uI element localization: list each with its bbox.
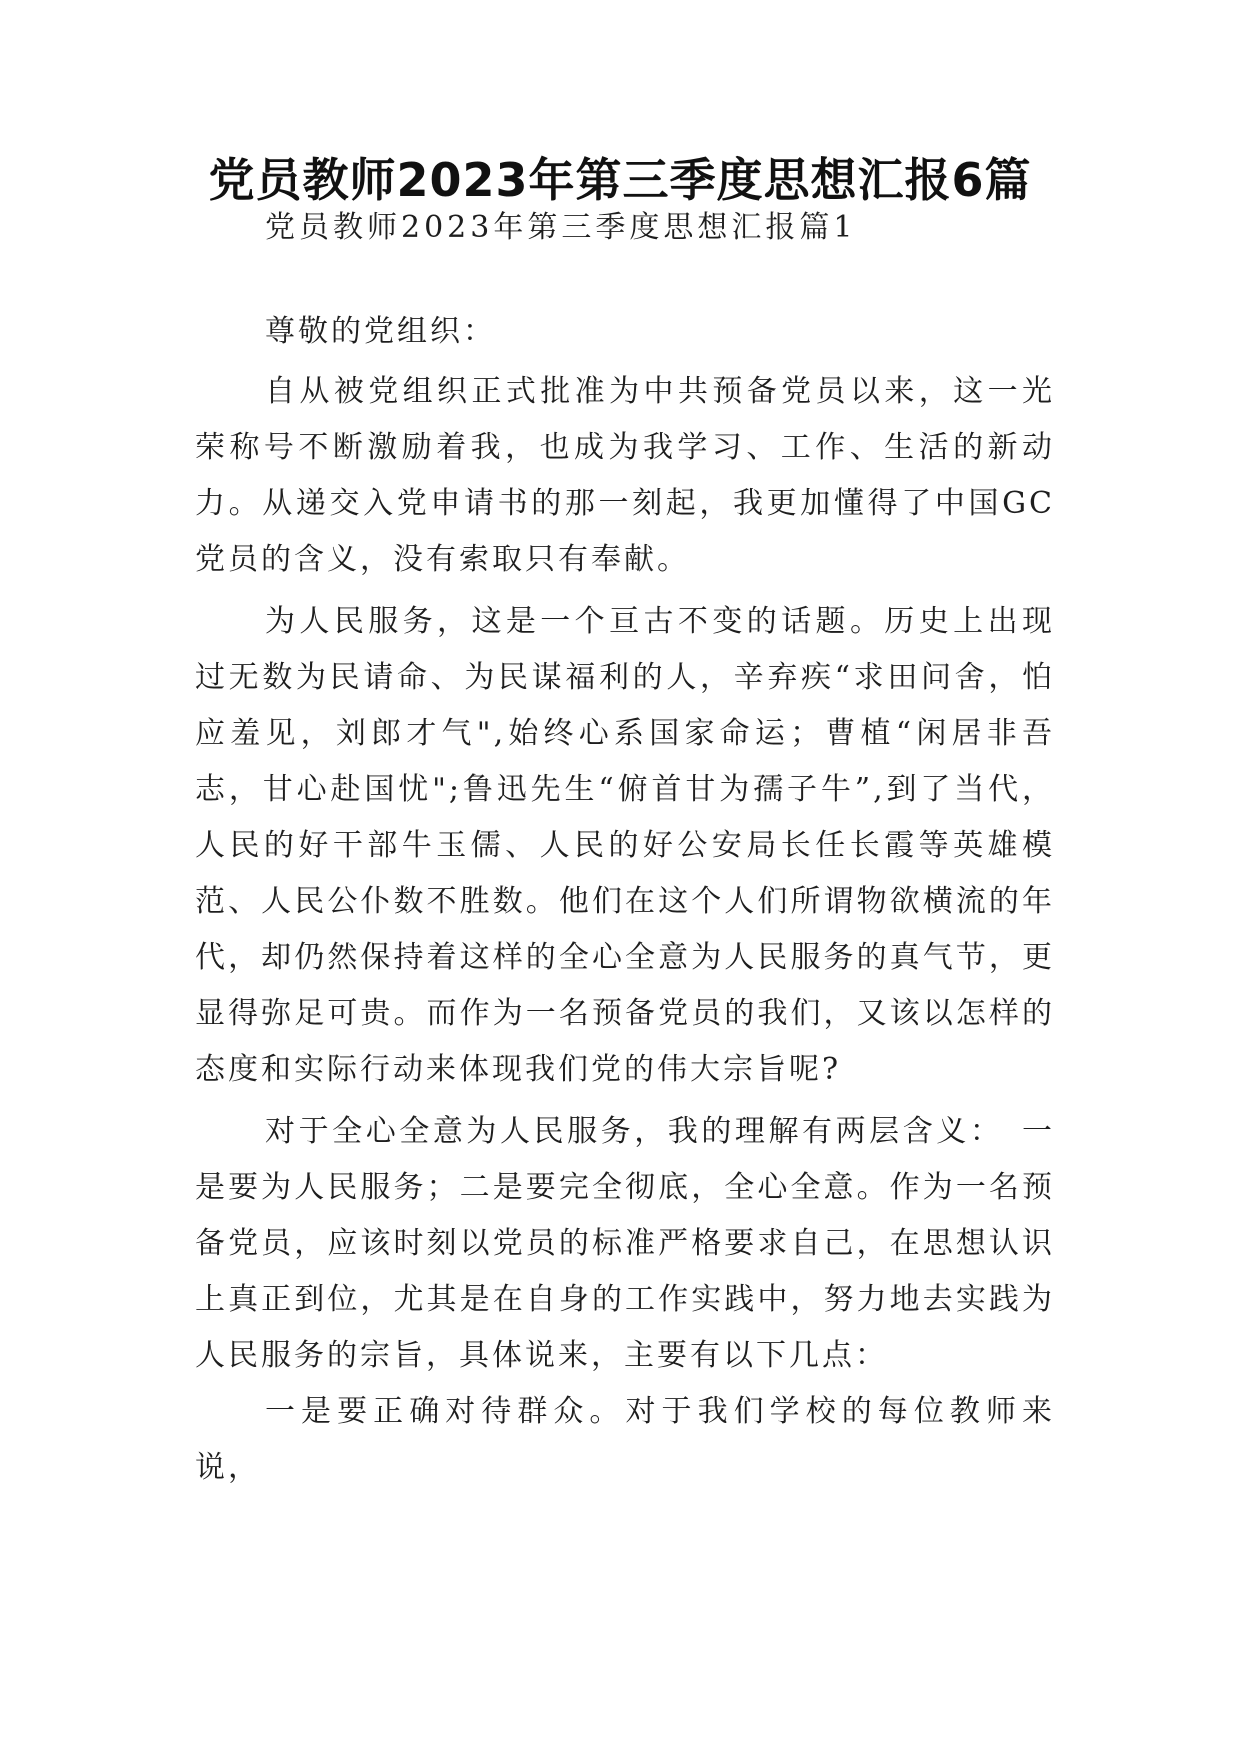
paragraph-3: 对于全心全意为人民服务，我的理解有两层含义： 一是要为人民服务；二是要完全彻底，全心全意。作为一名预备党员，应该时刻以党员的标准严格要求自己，在思想认识上真正到位，尤其是在自身的工作实践中，努力地去实践为人民服务的宗旨，具体说来，主要有以下几点： (195, 1114, 1055, 1373)
section-subtitle: 党员教师2023年第三季度思想汇报篇1 (265, 210, 857, 245)
salutation: 尊敬的党组织： (265, 314, 496, 349)
paragraph-2: 为人民服务，这是一个亘古不变的话题。历史上出现过无数为民请命、为民谋福利的人，辛弃疾“求田问舍，怕应羞见，刘郎才气",始终心系国家命运；曹植“闲居非吾志，甘心赴国忧";鲁迅先生“俯首甘为孺子牛”,到了当代，人民的好干部牛玉儒、人民的好公安局长任长霞等英雄模范、人民公仆数不胜数。他们在这个人们所谓物欲横流的年代，却仍然保持着这样的全心全意为人民服务的真气节，更显得弥足可贵。而作为一名预备党员的我们，又该以怎样的态度和实际行动来体现我们党的伟大宗旨呢? (195, 604, 1055, 1087)
paragraph-4: 一是要正确对待群众。对于我们学校的每位教师来说， (195, 1394, 1055, 1485)
paragraph-1: 自从被党组织正式批准为中共预备党员以来，这一光荣称号不断激励着我，也成为我学习、工作、生活的新动力。从递交入党申请书的那一刻起，我更加懂得了中国GC党员的含义，没有索取只有奉献。 (195, 374, 1055, 577)
document-body (195, 200, 1055, 1496)
document-title: 党员教师2023年第三季度思想汇报6篇 (208, 153, 1032, 207)
